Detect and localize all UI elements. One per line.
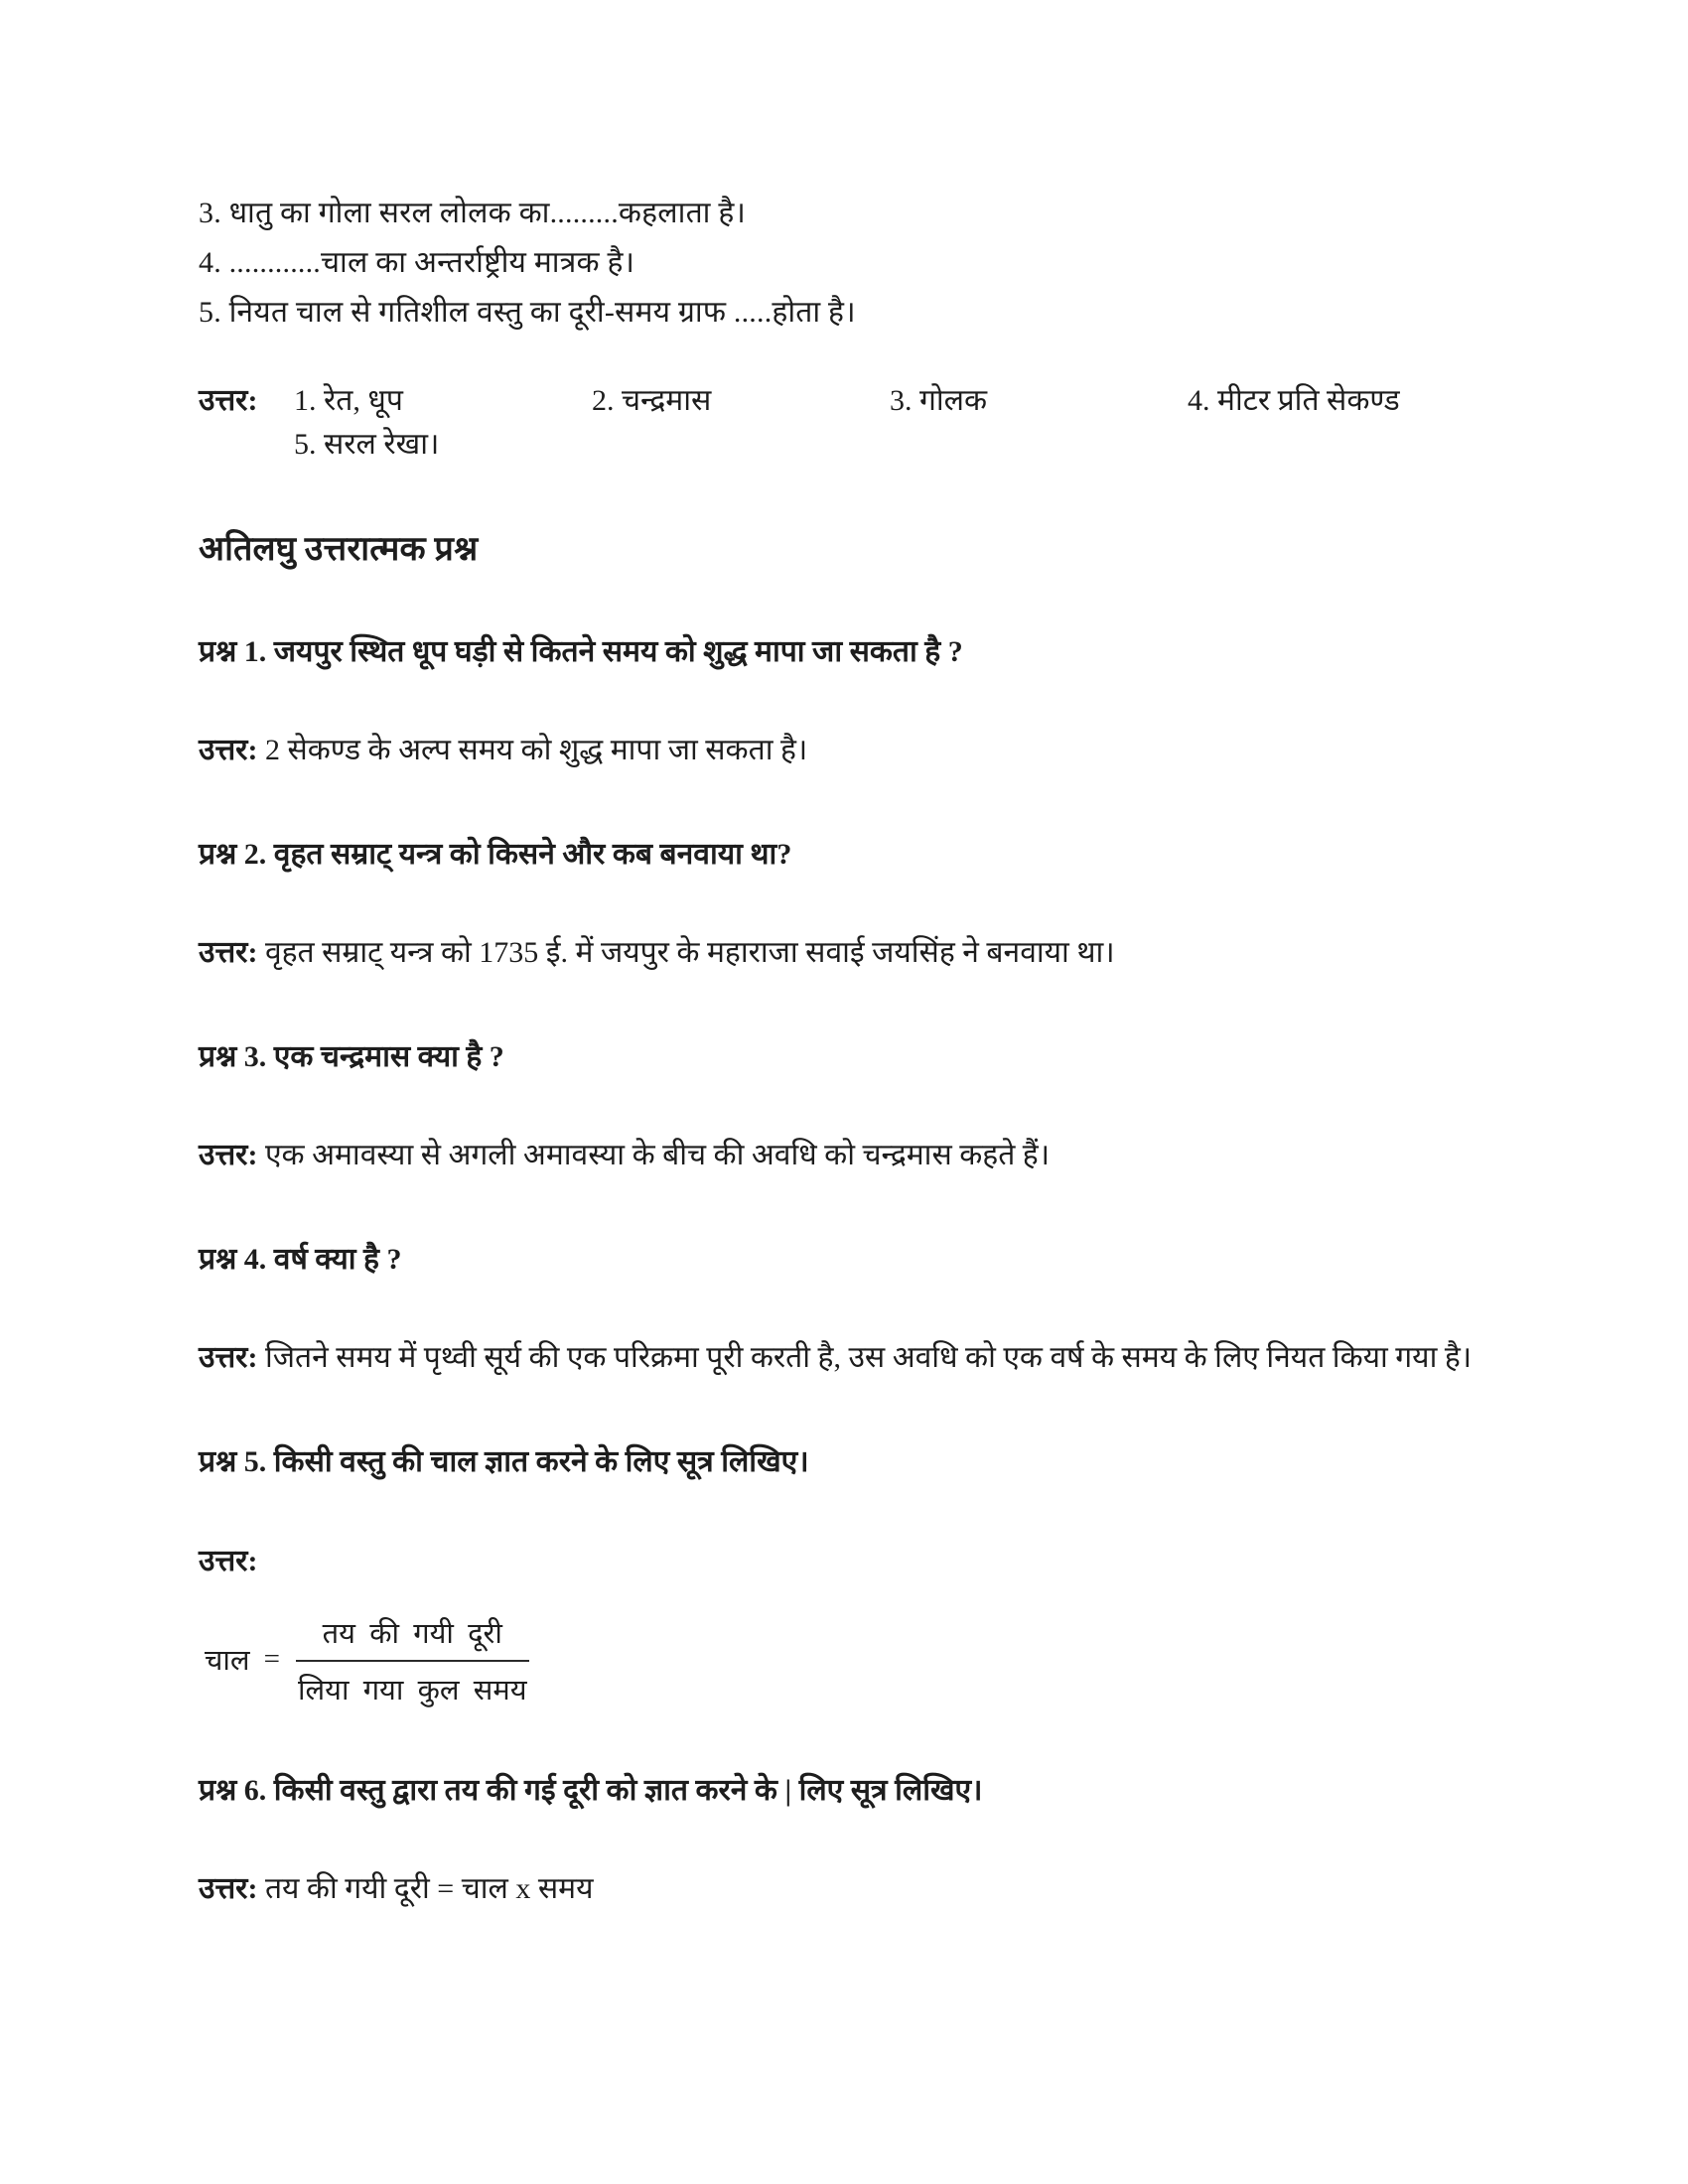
answer-3-label: उत्तर: [199, 1139, 258, 1171]
answer-2-label: उत्तर: [199, 936, 258, 969]
speed-formula [205, 1613, 1509, 1708]
answer-item-1: 1. रेत, धूप [294, 384, 403, 417]
formula-denominator: लिया गया कुल समय [297, 1675, 527, 1706]
answer-item-5: 5. सरल रेखा। [294, 428, 440, 461]
fill-blank-item-5: 5. नियत चाल से गतिशील वस्तु का दूरी-समय ग्राफ .....होता है। [199, 296, 856, 329]
question-1: प्रश्न 1. जयपुर स्थित धूप घड़ी से कितने समय को शुद्ध मापा जा सकता है ? [199, 635, 963, 668]
answer-1-label: उत्तर: [199, 734, 258, 766]
fill-blank-item-4: 4. ............चाल का अन्तर्राष्ट्रीय मात्रक है। [199, 246, 635, 279]
formula-numerator: तय की गयी दूरी [296, 1613, 529, 1662]
answers-columns [294, 379, 1509, 467]
answer-3 [199, 1134, 1509, 1177]
formula-fraction [296, 1613, 529, 1708]
fill-blanks-answers [199, 379, 1509, 467]
fill-blank-item-3: 3. धातु का गोला सरल लोलक का.........कहलाता है। [199, 197, 747, 229]
question-3: प्रश्न 3. एक चन्द्रमास क्या है ? [199, 1040, 504, 1073]
fill-in-blanks-list [199, 189, 1509, 338]
answer-5-label: उत्तर: [199, 1545, 258, 1577]
formula-equals-sign: = [263, 1642, 280, 1675]
answer-4-text: जितने समय में पृथ्वी सूर्य की एक परिक्रमा पूरी करती है, उस अवधि को एक वर्ष के समय के लिए नियत किया गया है। [257, 1341, 1473, 1374]
answer-2 [199, 931, 1509, 975]
answer-4 [199, 1336, 1509, 1380]
answer-1 [199, 729, 1509, 772]
answer-6-text: तय की गयी दूरी = चाल x समय [257, 1872, 594, 1905]
section-heading: अतिलघु उत्तरात्मक प्रश्न [199, 531, 479, 568]
formula-lhs: चाल [205, 1644, 250, 1677]
answers-label: उत्तर: [199, 384, 258, 417]
answer-6-label: उत्तर: [199, 1872, 258, 1905]
answer-item-4: 4. मीटर प्रति सेकण्ड [1188, 384, 1400, 417]
answer-2-text: वृहत सम्राट् यन्त्र को 1735 ई. में जयपुर के महाराजा सवाई जयसिंह ने बनवाया था। [257, 936, 1115, 969]
answer-3-text: एक अमावस्या से अगली अमावस्या के बीच की अवधि को चन्द्रमास कहते हैं। [257, 1139, 1051, 1171]
answer-1-text: 2 सेकण्ड के अल्प समय को शुद्ध मापा जा सकता है। [257, 734, 808, 766]
question-5: प्रश्न 5. किसी वस्तु की चाल ज्ञात करने के लिए सूत्र लिखिए। [199, 1445, 809, 1478]
answer-item-3: 3. गोलक [890, 384, 988, 417]
answers-row-1 [294, 379, 1509, 423]
answer-6 [199, 1867, 1509, 1911]
answer-item-2: 2. चन्द्रमास [592, 384, 712, 417]
answer-4-label: उत्तर: [199, 1341, 258, 1374]
question-4: प्रश्न 4. वर्ष क्या है ? [199, 1243, 402, 1276]
question-2: प्रश्न 2. वृहत सम्राट् यन्त्र को किसने और कब बनवाया था? [199, 838, 792, 871]
question-6: प्रश्न 6. किसी वस्तु द्वारा तय की गई दूरी को ज्ञात करने के | लिए सूत्र लिखिए। [199, 1774, 983, 1807]
